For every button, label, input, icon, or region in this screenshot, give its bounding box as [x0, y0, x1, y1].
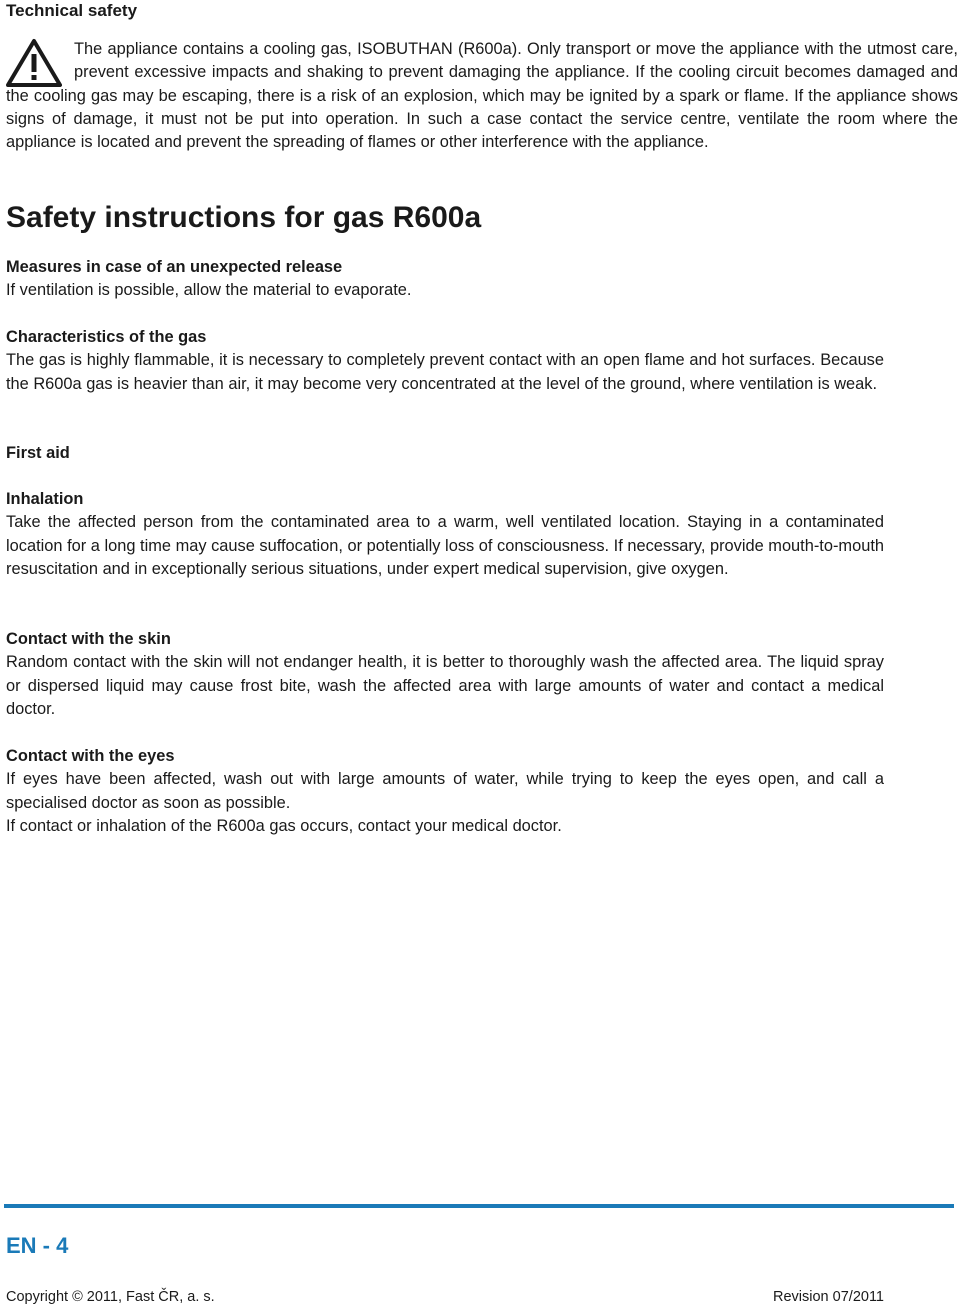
release-heading: Measures in case of an unexpected release	[6, 258, 343, 276]
warning-block	[6, 38, 958, 154]
inhalation-text: Take the affected person from the contaminated area to a warm, well ventilated location. Staying in a contaminated location for a long time may cause suffocation, or potentially loss of consciousness. If necessary, provide mouth-to-mouth resuscitation and in exceptionally serious situations, under expert medical supervision, give oxygen.	[6, 513, 884, 578]
release-text: If ventilation is possible, allow the material to evaporate.	[6, 281, 412, 300]
inhalation-section	[6, 488, 884, 581]
skin-heading: Contact with the skin	[6, 630, 171, 648]
section-title: Technical safety	[6, 1, 138, 20]
page-number: EN - 4	[6, 1233, 69, 1258]
skin-text: Random contact with the skin will not endanger health, it is better to thoroughly wash the affected area. The liquid spray or dispersed liquid may cause frost bite, wash the affected area with large amounts of water and contact a medical doctor.	[6, 653, 884, 718]
warning-triangle-icon	[6, 38, 62, 88]
characteristics-text: The gas is highly flammable, it is necessary to completely prevent contact with an open flame and hot surfaces. Because the R600a gas is heavier than air, it may become very concentrated at the level of the ground, where ventilation is weak.	[6, 351, 884, 393]
revision-value: 07/2011	[832, 1289, 884, 1305]
footer-divider	[4, 1204, 954, 1208]
skin-section	[6, 628, 884, 721]
revision-label: Revision	[773, 1289, 829, 1305]
copyright-text: Copyright © 2011, Fast ČR, a. s.	[6, 1289, 215, 1305]
first-aid-heading: First aid	[6, 444, 70, 462]
revision-info	[773, 1287, 884, 1307]
eyes-section	[6, 745, 884, 838]
first-aid-section	[6, 442, 884, 465]
eyes-heading: Contact with the eyes	[6, 747, 175, 765]
eyes-text-2: If contact or inhalation of the R600a gas occurs, contact your medical doctor.	[6, 816, 562, 835]
warning-text: The appliance contains a cooling gas, ISOBUTHAN (R600a). Only transport or move the appliance with the utmost care, prevent excessive impacts and shaking to prevent damaging the appliance. If the cooling circuit becomes damaged and the cooling gas may be escaping, there is a risk of an explosion, which may be ignited by a spark or flame. If the appliance shows signs of damage, it must not be put into operation. In such a case contact the service centre, ventilate the room where the appliance is located and prevent the spreading of flames or other interference with the appliance.	[6, 40, 958, 152]
characteristics-heading: Characteristics of the gas	[6, 328, 207, 346]
inhalation-heading: Inhalation	[6, 490, 84, 508]
page-title: Safety instructions for gas R600a	[6, 201, 482, 234]
characteristics-section	[6, 326, 884, 396]
release-section	[6, 256, 884, 303]
eyes-text: If eyes have been affected, wash out with large amounts of water, while trying to keep the eyes open, and call a specialised doctor as soon as possible.	[6, 770, 884, 812]
